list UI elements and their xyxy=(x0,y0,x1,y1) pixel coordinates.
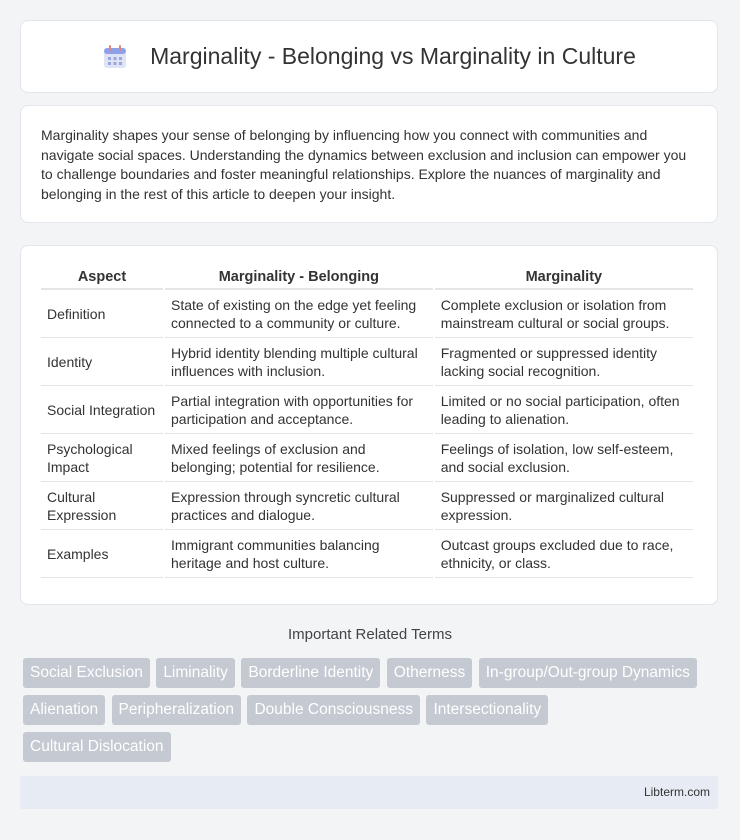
table-row xyxy=(41,290,693,338)
table-cell-aspect: Psychological Impact xyxy=(41,434,163,482)
related-term-tag[interactable]: Otherness xyxy=(387,658,473,688)
header-marginality: Marginality xyxy=(435,266,693,290)
related-term-tag[interactable]: Social Exclusion xyxy=(23,658,150,688)
table-row xyxy=(41,338,693,386)
table-cell: State of existing on the edge yet feeling connected to a community or culture. xyxy=(165,290,433,338)
intro-card xyxy=(20,105,718,223)
table-row xyxy=(41,482,693,530)
header-aspect: Aspect xyxy=(41,266,163,290)
table-cell: Complete exclusion or isolation from mainstream cultural or social groups. xyxy=(435,290,693,338)
related-term-tag[interactable]: Cultural Dislocation xyxy=(23,732,171,762)
comparison-table xyxy=(39,266,695,578)
related-term-tag[interactable]: In-group/Out-group Dynamics xyxy=(479,658,697,688)
table-cell-aspect: Cultural Expression xyxy=(41,482,163,530)
intro-text: Marginality shapes your sense of belonging by influencing how you connect with communities and navigate social spaces. Understanding the dynamics between exclusion and inclusion can empower you to challenge boundaries and foster meaningful relationships. Explore the nuances of marginality and belonging in the rest of this article to deepen your insight. xyxy=(41,127,687,202)
related-terms-list xyxy=(23,658,703,769)
comparison-table-card xyxy=(20,245,718,605)
table-cell-aspect: Definition xyxy=(41,290,163,338)
related-term-tag[interactable]: Borderline Identity xyxy=(241,658,380,688)
table-row xyxy=(41,530,693,578)
table-row xyxy=(41,386,693,434)
related-term-tag[interactable]: Double Consciousness xyxy=(247,695,420,725)
table-cell-aspect: Identity xyxy=(41,338,163,386)
table-row xyxy=(41,434,693,482)
table-cell: Immigrant communities balancing heritage and host culture. xyxy=(165,530,433,578)
table-cell: Limited or no social participation, often leading to alienation. xyxy=(435,386,693,434)
page-title: Marginality - Belonging vs Marginality in Culture xyxy=(150,43,636,69)
table-header-row xyxy=(41,266,693,290)
related-terms-heading: Important Related Terms xyxy=(288,626,452,643)
related-term-tag[interactable]: Liminality xyxy=(156,658,235,688)
title-card xyxy=(20,20,718,93)
footer-site-link[interactable]: Libterm.com xyxy=(643,785,710,799)
calendar-icon xyxy=(102,44,128,70)
table-cell: Suppressed or marginalized cultural expression. xyxy=(435,482,693,530)
table-cell-aspect: Examples xyxy=(41,530,163,578)
table-cell: Outcast groups excluded due to race, ethnicity, or class. xyxy=(435,530,693,578)
table-cell: Partial integration with opportunities for participation and acceptance. xyxy=(165,386,433,434)
table-cell: Hybrid identity blending multiple cultural influences with inclusion. xyxy=(165,338,433,386)
table-cell: Feelings of isolation, low self-esteem, and social exclusion. xyxy=(435,434,693,482)
table-cell: Expression through syncretic cultural practices and dialogue. xyxy=(165,482,433,530)
header-marginality-belonging: Marginality - Belonging xyxy=(165,266,433,290)
footer xyxy=(20,776,718,809)
related-term-tag[interactable]: Intersectionality xyxy=(426,695,548,725)
table-cell: Mixed feelings of exclusion and belonging; potential for resilience. xyxy=(165,434,433,482)
related-term-tag[interactable]: Alienation xyxy=(23,695,105,725)
related-term-tag[interactable]: Peripheralization xyxy=(112,695,241,725)
table-cell: Fragmented or suppressed identity lacking social recognition. xyxy=(435,338,693,386)
table-cell-aspect: Social Integration xyxy=(41,386,163,434)
